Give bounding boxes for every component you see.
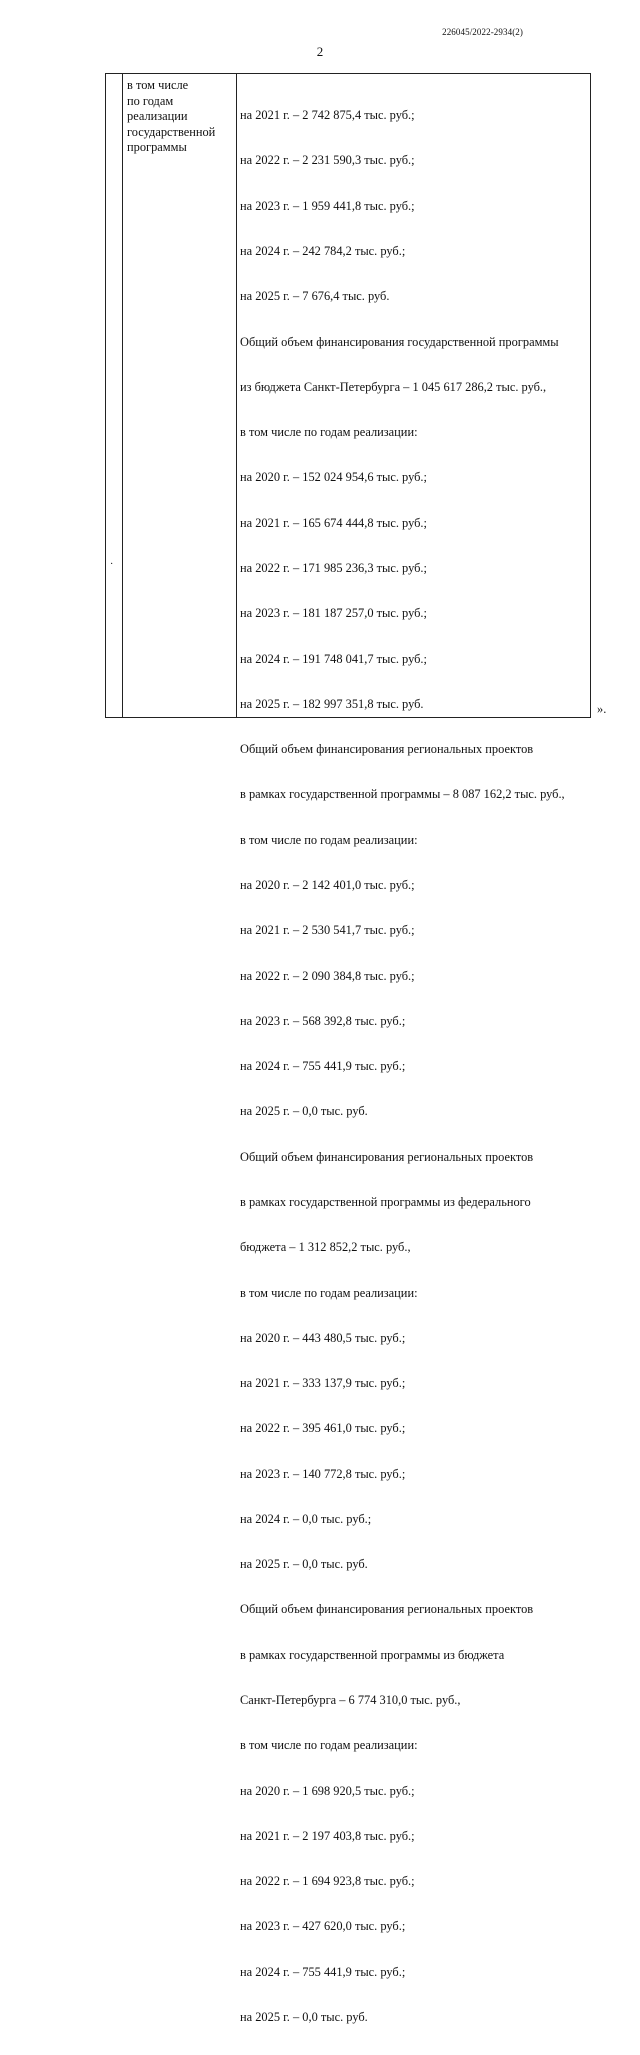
left-label-cell <box>127 78 232 156</box>
financing-line: на 2020 г. – 152 024 954,6 тыс. руб.; <box>240 470 427 485</box>
financing-line: в том числе по годам реализации: <box>240 1738 418 1753</box>
financing-table <box>105 73 591 2024</box>
financing-line: на 2021 г. – 2 530 541,7 тыс. руб.; <box>240 923 415 938</box>
table-divider-left <box>122 74 123 717</box>
financing-line: Общий объем финансирования государственной программы <box>240 334 559 349</box>
financing-line: в рамках государственной программы из федерального <box>240 1194 531 1209</box>
financing-line: на 2020 г. – 1 698 920,5 тыс. руб.; <box>240 1783 415 1798</box>
page-number: 2 <box>316 44 324 59</box>
financing-line: Санкт-Петербурга – 6 774 310,0 тыс. руб., <box>240 1693 461 1708</box>
financing-line: на 2024 г. – 191 748 041,7 тыс. руб.; <box>240 651 427 666</box>
financing-line: на 2020 г. – 2 142 401,0 тыс. руб.; <box>240 877 415 892</box>
financing-line: в том числе по годам реализации: <box>240 425 418 440</box>
financing-line: на 2022 г. – 2 090 384,8 тыс. руб.; <box>240 968 415 983</box>
financing-line: на 2025 г. – 182 997 351,8 тыс. руб. <box>240 696 424 711</box>
left-label-line: реализации <box>127 109 188 124</box>
left-label-line: в том числе <box>127 78 189 92</box>
financing-line: на 2023 г. – 181 187 257,0 тыс. руб.; <box>240 606 427 621</box>
financing-line: в том числе по годам реализации: <box>240 832 418 847</box>
financing-line: на 2021 г. – 333 137,9 тыс. руб.; <box>240 1376 406 1391</box>
financing-line: на 2025 г. – 0,0 тыс. руб. <box>240 1104 368 1119</box>
right-value-cell <box>240 78 590 2055</box>
financing-line: на 2023 г. – 140 772,8 тыс. руб.; <box>240 1466 406 1481</box>
financing-line: на 2024 г. – 755 441,9 тыс. руб.; <box>240 1964 406 1979</box>
document-number: 226045/2022-2934(2) <box>442 27 523 37</box>
financing-line: на 2024 г. – 242 784,2 тыс. руб.; <box>240 244 406 259</box>
financing-line: в том числе по годам реализации: <box>240 1285 418 1300</box>
financing-line: на 2021 г. – 2 742 875,4 тыс. руб.; <box>240 108 415 123</box>
financing-line: на 2023 г. – 568 392,8 тыс. руб.; <box>240 1013 406 1028</box>
financing-line: на 2025 г. – 0,0 тыс. руб. <box>240 1557 368 1572</box>
financing-line: из бюджета Санкт-Петербурга – 1 045 617 286,2 тыс. руб., <box>240 379 547 394</box>
left-label-line: государственной <box>127 124 216 139</box>
financing-line: Общий объем финансирования региональных проектов <box>240 1602 534 1617</box>
financing-line: на 2023 г. – 1 959 441,8 тыс. руб.; <box>240 198 415 213</box>
financing-line: на 2022 г. – 395 461,0 тыс. руб.; <box>240 1421 406 1436</box>
left-label-line: по годам <box>127 93 174 108</box>
financing-line: на 2025 г. – 7 676,4 тыс. руб. <box>240 289 390 304</box>
financing-line: в рамках государственной программы – 8 087 162,2 тыс. руб., <box>240 787 565 802</box>
financing-line: на 2024 г. – 755 441,9 тыс. руб.; <box>240 1059 406 1074</box>
left-label-line: программы <box>127 140 187 155</box>
financing-line: Общий объем финансирования региональных проектов <box>240 742 534 757</box>
financing-line: в рамках государственной программы из бюджета <box>240 1647 505 1662</box>
financing-line: на 2021 г. – 165 674 444,8 тыс. руб.; <box>240 515 427 530</box>
financing-line: на 2022 г. – 171 985 236,3 тыс. руб.; <box>240 561 427 575</box>
stray-mark: · <box>110 559 114 570</box>
financing-line: бюджета – 1 312 852,2 тыс. руб., <box>240 1240 411 1255</box>
closing-quote: ». <box>597 702 607 716</box>
financing-line: Общий объем финансирования региональных проектов <box>240 1149 534 1164</box>
table-divider-main <box>236 74 237 717</box>
financing-line: на 2022 г. – 2 231 590,3 тыс. руб.; <box>240 153 415 168</box>
financing-line: на 2025 г. – 0,0 тыс. руб. <box>240 2010 368 2024</box>
financing-line: на 2023 г. – 427 620,0 тыс. руб.; <box>240 1919 406 1934</box>
financing-line: на 2022 г. – 1 694 923,8 тыс. руб.; <box>240 1874 415 1889</box>
financing-line: на 2021 г. – 2 197 403,8 тыс. руб.; <box>240 1828 415 1843</box>
financing-line: на 2020 г. – 443 480,5 тыс. руб.; <box>240 1330 406 1345</box>
financing-line: на 2024 г. – 0,0 тыс. руб.; <box>240 1511 372 1526</box>
